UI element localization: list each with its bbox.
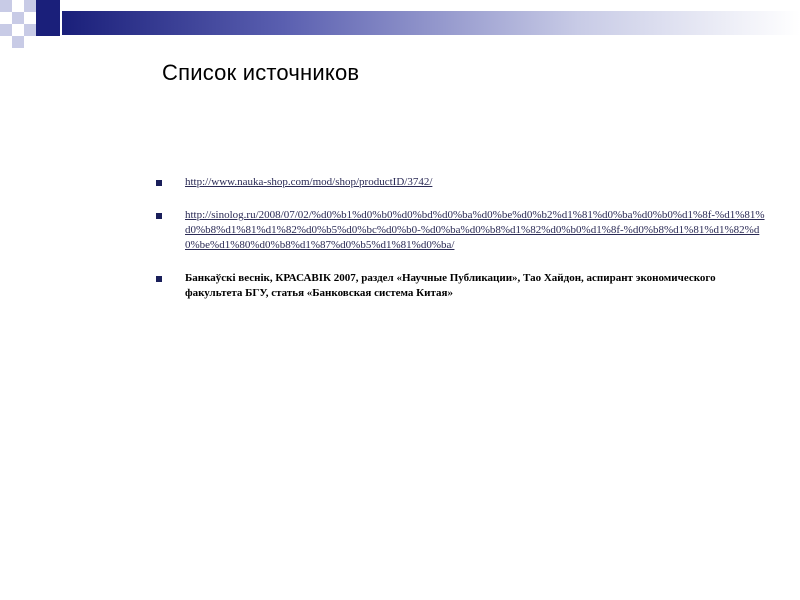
header-gradient-bar — [62, 11, 800, 35]
source-link-sinolog[interactable]: http://sinolog.ru/2008/07/02/%d0%b1%d0%b0%d0%bd%d0%ba%d0%be%d0%b2%d1%81%d0%ba%d0%b0%d1%8f-%d1%81%d0%b8%d1%81%d1%82%d0%b5%d0%bc%d0%b0-%d0%ba%d0%b8%d1%82%d0%b0%d1%8f-%d0%b8%d1%81%d1%82%d0%be%d1%80%d0%b8%d1%87%d0%b5%d1%81%d0%ba/ — [185, 209, 765, 251]
square-bullet-icon — [156, 276, 162, 282]
source-item — [150, 175, 770, 190]
checker-decoration — [0, 0, 64, 48]
source-item — [150, 208, 770, 253]
source-citation-text: Банкаўскі веснік, КРАСАВІК 2007, раздел «Научные Публикации», Тао Хайдон, аспирант экономического факультета БГУ, статья «Банковская система Китая» — [185, 272, 716, 299]
slide-title: Список источников — [162, 60, 360, 85]
source-item — [150, 271, 770, 301]
square-bullet-icon — [156, 213, 162, 219]
source-list — [150, 175, 770, 319]
square-bullet-icon — [156, 180, 162, 186]
source-link-nauka-shop[interactable]: http://www.nauka-shop.com/mod/shop/productID/3742/ — [185, 176, 433, 188]
